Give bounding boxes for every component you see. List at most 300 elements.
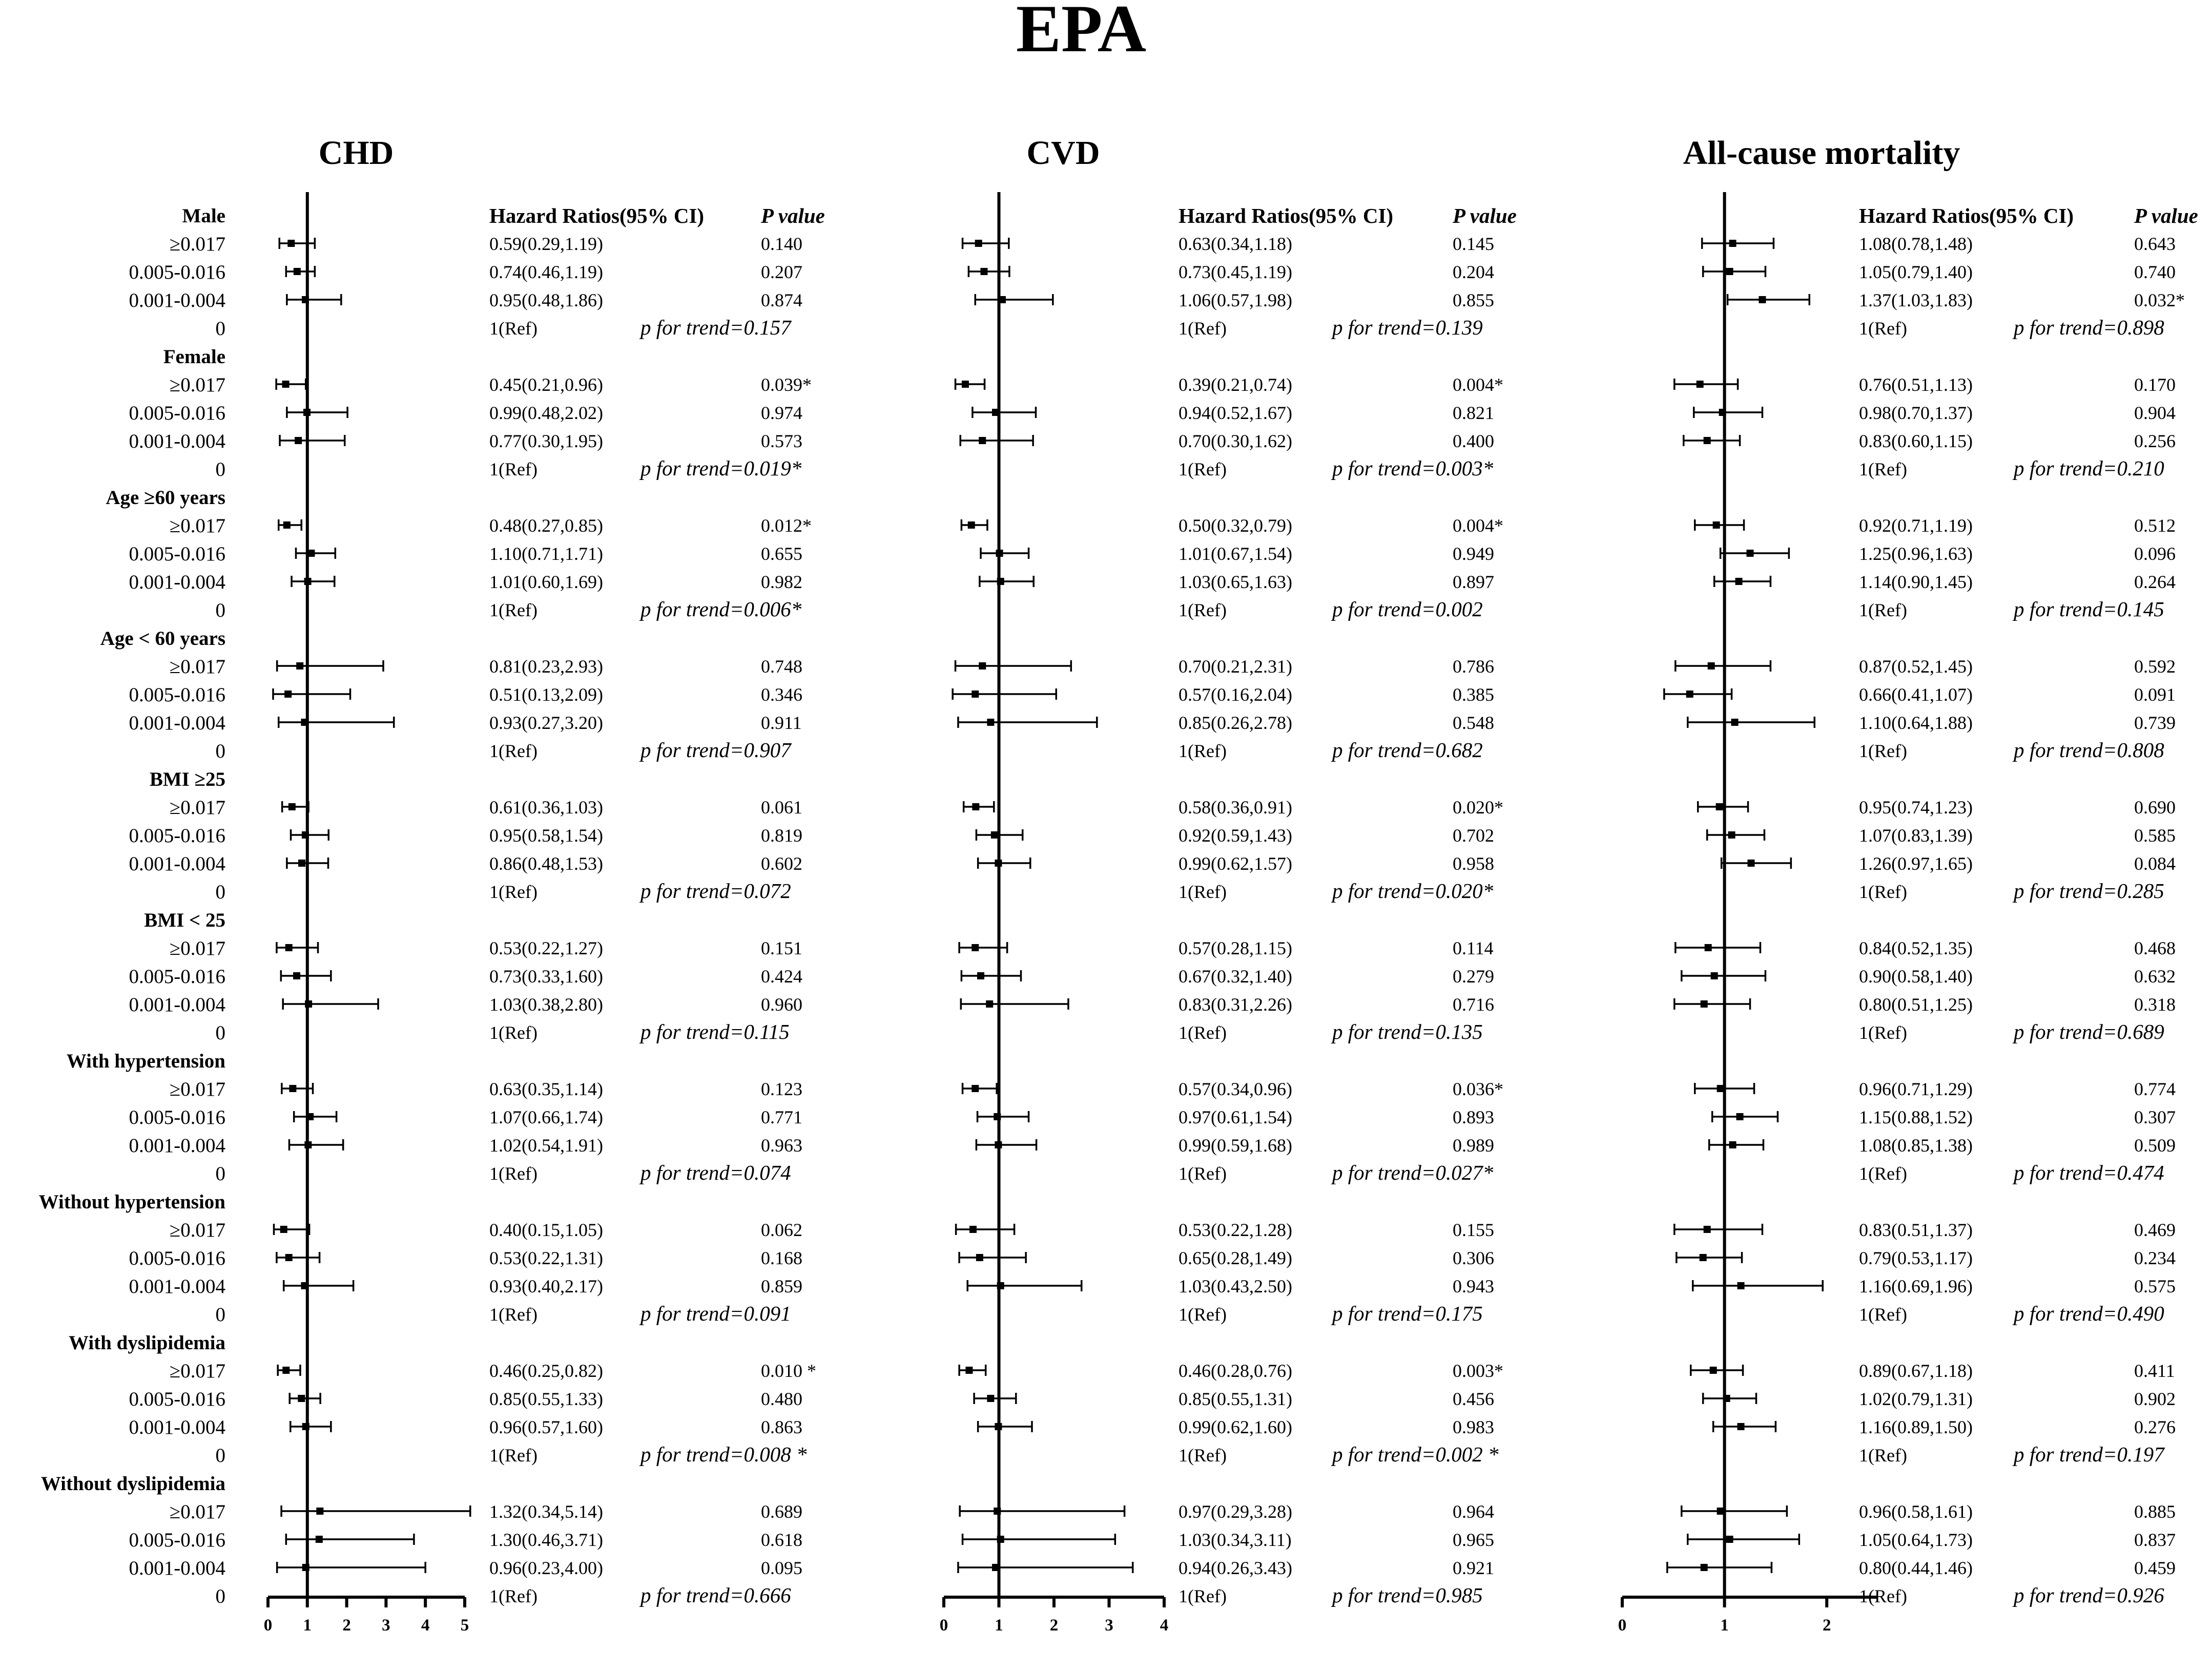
p-value-text: 0.837 bbox=[2134, 1530, 2176, 1550]
p-value-text: 0.575 bbox=[2134, 1276, 2176, 1296]
p-value-text: 0.904 bbox=[2134, 403, 2176, 423]
hr-point bbox=[296, 662, 303, 669]
row-label: 0 bbox=[215, 1445, 225, 1467]
x-tick-label: 0 bbox=[1618, 1616, 1627, 1635]
p-value-text: 0.885 bbox=[2134, 1501, 2176, 1522]
group-label: Without dyslipidemia bbox=[40, 1473, 225, 1495]
hr-point bbox=[316, 1536, 323, 1543]
hr-ci-text: 0.40(0.15,1.05) bbox=[489, 1220, 603, 1240]
row-label: 0.005-0.016 bbox=[129, 261, 225, 283]
x-tick-label: 2 bbox=[1822, 1616, 1831, 1635]
hr-point bbox=[1726, 268, 1733, 275]
p-value-text: 0.958 bbox=[1453, 853, 1494, 874]
hr-ci-text: 0.63(0.35,1.14) bbox=[489, 1079, 603, 1099]
row-label: 0 bbox=[215, 1022, 225, 1044]
hr-point bbox=[987, 719, 994, 726]
hr-point bbox=[968, 521, 975, 529]
p-value-text: 0.168 bbox=[761, 1248, 802, 1268]
p-trend-text: p for trend=0.682 bbox=[1332, 738, 1483, 762]
p-value-text: 0.859 bbox=[761, 1276, 802, 1296]
hr-point bbox=[971, 691, 979, 698]
hr-point bbox=[301, 719, 308, 726]
hr-ci-text: 1(Ref) bbox=[1859, 1304, 1907, 1325]
p-value-text: 0.585 bbox=[2134, 825, 2176, 846]
hr-point bbox=[280, 1226, 287, 1233]
row-label: 0 bbox=[215, 1585, 225, 1607]
hr-point bbox=[301, 1282, 308, 1289]
group-label: Male bbox=[182, 205, 225, 227]
hr-ci-text: 0.61(0.36,1.03) bbox=[489, 797, 603, 818]
hr-ci-text: 1(Ref) bbox=[1859, 318, 1907, 339]
p-value-text: 0.318 bbox=[2134, 994, 2176, 1015]
hr-ci-text: 1(Ref) bbox=[489, 1022, 538, 1043]
hr-point bbox=[302, 1423, 309, 1430]
hr-ci-text: 0.83(0.31,2.26) bbox=[1179, 994, 1292, 1015]
hr-ci-text: 0.53(0.22,1.27) bbox=[489, 938, 603, 958]
p-trend-text: p for trend=0.020* bbox=[1332, 879, 1494, 903]
x-tick-label: 4 bbox=[1160, 1616, 1169, 1635]
hr-ci-text: 1(Ref) bbox=[1859, 459, 1907, 479]
hr-ci-text: 0.59(0.29,1.19) bbox=[489, 234, 603, 254]
hr-ci-text: 1(Ref) bbox=[489, 1163, 538, 1184]
hr-point bbox=[1735, 578, 1743, 585]
hr-point bbox=[995, 1141, 1002, 1148]
group-label: BMI ≥25 bbox=[149, 768, 225, 790]
p-value-text: 0.602 bbox=[761, 853, 802, 874]
hr-point bbox=[1723, 1395, 1730, 1402]
p-value-text: 0.155 bbox=[1453, 1220, 1494, 1240]
p-value-text: 0.855 bbox=[1453, 290, 1494, 310]
hr-point bbox=[304, 578, 312, 585]
hr-ci-text: 0.53(0.22,1.31) bbox=[489, 1248, 603, 1268]
p-value-text: 0.456 bbox=[1453, 1389, 1494, 1409]
p-value-text: 0.643 bbox=[2134, 234, 2176, 254]
hr-point bbox=[289, 1085, 296, 1092]
hr-ci-text: 0.96(0.58,1.61) bbox=[1859, 1501, 1973, 1522]
p-value-text: 0.020* bbox=[1453, 797, 1503, 818]
hr-point bbox=[282, 1367, 290, 1374]
p-value-text: 0.385 bbox=[1453, 684, 1494, 705]
hr-point bbox=[995, 860, 1002, 867]
p-value-text: 0.921 bbox=[1453, 1558, 1494, 1578]
p-trend-text: p for trend=0.175 bbox=[1332, 1302, 1483, 1325]
p-trend-text: p for trend=0.091 bbox=[640, 1302, 791, 1325]
hr-ci-text: 0.93(0.27,3.20) bbox=[489, 713, 603, 733]
p-value-text: 0.548 bbox=[1453, 713, 1494, 733]
p-value-text: 0.863 bbox=[761, 1417, 802, 1437]
p-value-text: 0.424 bbox=[761, 966, 802, 987]
p-value-text: 0.983 bbox=[1453, 1417, 1494, 1437]
group-label: BMI < 25 bbox=[144, 909, 225, 931]
p-value-text: 0.061 bbox=[761, 797, 802, 818]
hr-point bbox=[971, 944, 979, 951]
x-tick-label: 3 bbox=[1105, 1616, 1113, 1635]
group-label: With hypertension bbox=[66, 1050, 225, 1072]
hr-ci-text: 0.97(0.61,1.54) bbox=[1179, 1107, 1292, 1127]
p-trend-text: p for trend=0.490 bbox=[2014, 1302, 2164, 1325]
hr-ci-text: 0.95(0.74,1.23) bbox=[1859, 797, 1973, 818]
p-value-text: 0.256 bbox=[2134, 431, 2176, 451]
p-trend-text: p for trend=0.135 bbox=[1332, 1020, 1483, 1043]
p-value-text: 0.036* bbox=[1453, 1079, 1503, 1099]
hr-point bbox=[295, 437, 302, 444]
row-label: 0.005-0.016 bbox=[129, 1106, 225, 1128]
row-label: 0.001-0.004 bbox=[129, 430, 225, 452]
p-value-text: 0.512 bbox=[2134, 515, 2176, 536]
row-label: 0.001-0.004 bbox=[129, 853, 225, 875]
row-label: 0.001-0.004 bbox=[129, 289, 225, 311]
p-value-text: 0.012* bbox=[761, 515, 812, 536]
hr-ci-text: 1(Ref) bbox=[489, 741, 538, 761]
hr-ci-text: 1.02(0.54,1.91) bbox=[489, 1135, 603, 1156]
p-trend-text: p for trend=0.006* bbox=[640, 597, 802, 621]
hr-ci-text: 1.01(0.67,1.54) bbox=[1179, 543, 1292, 564]
hr-point bbox=[305, 1000, 312, 1008]
p-value-text: 0.039* bbox=[761, 374, 812, 395]
hr-ci-text: 1(Ref) bbox=[1179, 318, 1227, 339]
hr-ci-text: 0.73(0.45,1.19) bbox=[1179, 262, 1292, 282]
hr-ci-text: 1(Ref) bbox=[489, 318, 538, 339]
hr-ci-text: 1(Ref) bbox=[1179, 459, 1227, 479]
hr-ci-text: 0.94(0.52,1.67) bbox=[1179, 403, 1292, 423]
row-label: ≥0.017 bbox=[169, 1360, 225, 1382]
group-label: With dyslipidemia bbox=[69, 1332, 225, 1354]
hr-ci-text: 1.03(0.65,1.63) bbox=[1179, 572, 1292, 592]
hr-point bbox=[999, 296, 1006, 303]
hr-point bbox=[1701, 1000, 1708, 1008]
hr-point bbox=[979, 662, 986, 669]
hr-ci-text: 0.84(0.52,1.35) bbox=[1859, 938, 1973, 958]
x-tick-label: 1 bbox=[1720, 1616, 1729, 1635]
figure-title: EPA bbox=[1016, 0, 1147, 66]
x-tick-label: 3 bbox=[382, 1616, 390, 1635]
p-value-text: 0.943 bbox=[1453, 1276, 1494, 1296]
hr-point bbox=[994, 1508, 1001, 1515]
x-tick-label: 4 bbox=[421, 1616, 430, 1635]
hr-point bbox=[1708, 662, 1715, 669]
p-value-text: 0.151 bbox=[761, 938, 802, 958]
hr-point bbox=[1719, 409, 1726, 416]
hr-ci-text: 1(Ref) bbox=[1859, 1022, 1907, 1043]
hr-point bbox=[1704, 1226, 1711, 1233]
hr-point bbox=[302, 1564, 309, 1571]
p-trend-text: p for trend=0.027* bbox=[1332, 1161, 1494, 1184]
group-label: Age ≥60 years bbox=[106, 487, 225, 509]
hr-ci-text: 0.97(0.29,3.28) bbox=[1179, 1501, 1292, 1522]
p-trend-text: p for trend=0.285 bbox=[2014, 879, 2164, 903]
hr-point bbox=[1759, 296, 1766, 303]
p-value-text: 0.819 bbox=[761, 825, 802, 846]
hr-ci-text: 1(Ref) bbox=[1179, 882, 1227, 902]
hr-ci-text: 1.07(0.66,1.74) bbox=[489, 1107, 603, 1127]
hr-point bbox=[991, 831, 998, 839]
hr-ci-text: 0.74(0.46,1.19) bbox=[489, 262, 603, 282]
hr-point bbox=[304, 1141, 312, 1148]
p-value-text: 0.949 bbox=[1453, 543, 1494, 564]
p-trend-text: p for trend=0.808 bbox=[2014, 738, 2164, 762]
p-value-text: 0.204 bbox=[1453, 262, 1494, 282]
hr-ci-text: 0.51(0.13,2.09) bbox=[489, 684, 603, 705]
hr-point bbox=[285, 944, 293, 951]
hr-ci-text: 0.83(0.60,1.15) bbox=[1859, 431, 1973, 451]
hr-point bbox=[306, 1113, 314, 1120]
panel-title: All-cause mortality bbox=[1683, 134, 1960, 172]
hr-ci-text: 1(Ref) bbox=[1179, 1445, 1227, 1466]
p-value-text: 0.096 bbox=[2134, 543, 2176, 564]
p-value-text: 0.748 bbox=[761, 656, 802, 677]
p-value-text: 0.632 bbox=[2134, 966, 2176, 987]
hr-ci-text: 1.10(0.71,1.71) bbox=[489, 543, 603, 564]
hr-ci-text: 0.81(0.23,2.93) bbox=[489, 656, 603, 677]
p-value-text: 0.307 bbox=[2134, 1107, 2176, 1127]
hr-point bbox=[1717, 1508, 1724, 1515]
row-label: 0.001-0.004 bbox=[129, 1416, 225, 1438]
hr-point bbox=[302, 831, 309, 839]
p-trend-text: p for trend=0.002 bbox=[1332, 597, 1483, 621]
p-trend-text: p for trend=0.666 bbox=[640, 1583, 791, 1607]
p-trend-text: p for trend=0.907 bbox=[640, 738, 791, 762]
row-label: 0.005-0.016 bbox=[129, 966, 225, 988]
panel-title: CVD bbox=[1026, 134, 1100, 172]
hr-column-header: Hazard Ratios(95% CI) bbox=[1859, 204, 2074, 227]
hr-ci-text: 0.98(0.70,1.37) bbox=[1859, 403, 1973, 423]
p-trend-text: p for trend=0.985 bbox=[1332, 1583, 1483, 1607]
p-value-text: 0.897 bbox=[1453, 572, 1494, 592]
hr-point bbox=[1729, 1141, 1736, 1148]
p-value-text: 0.114 bbox=[1453, 938, 1494, 958]
p-value-text: 0.902 bbox=[2134, 1389, 2176, 1409]
hr-ci-text: 0.63(0.34,1.18) bbox=[1179, 234, 1292, 254]
hr-ci-text: 0.50(0.32,0.79) bbox=[1179, 515, 1292, 536]
hr-ci-text: 0.80(0.44,1.46) bbox=[1859, 1558, 1973, 1578]
hr-point bbox=[1713, 521, 1720, 529]
p-value-text: 0.771 bbox=[761, 1107, 802, 1127]
hr-point bbox=[1738, 1282, 1745, 1289]
hr-point bbox=[986, 1000, 993, 1008]
p-value-text: 0.786 bbox=[1453, 656, 1494, 677]
p-trend-text: p for trend=0.197 bbox=[2014, 1442, 2164, 1466]
hr-point bbox=[285, 1254, 293, 1261]
hr-point bbox=[1711, 972, 1718, 979]
p-value-text: 0.702 bbox=[1453, 825, 1494, 846]
row-label: 0.005-0.016 bbox=[129, 402, 225, 424]
hr-ci-text: 0.65(0.28,1.49) bbox=[1179, 1248, 1292, 1268]
hr-point bbox=[994, 1113, 1001, 1120]
hr-ci-text: 0.73(0.33,1.60) bbox=[489, 966, 603, 987]
hr-ci-text: 1(Ref) bbox=[1179, 1304, 1227, 1325]
x-tick-label: 1 bbox=[303, 1616, 312, 1635]
hr-ci-text: 0.66(0.41,1.07) bbox=[1859, 684, 1973, 705]
p-trend-text: p for trend=0.139 bbox=[1332, 316, 1483, 339]
group-label: Female bbox=[163, 346, 225, 368]
p-trend-text: p for trend=0.474 bbox=[2014, 1161, 2164, 1184]
p-trend-text: p for trend=0.074 bbox=[640, 1161, 791, 1184]
hr-point bbox=[980, 268, 987, 275]
p-value-text: 0.145 bbox=[1453, 234, 1494, 254]
row-label: 0 bbox=[215, 1304, 225, 1326]
p-value-text: 0.573 bbox=[761, 431, 802, 451]
hr-ci-text: 0.58(0.36,0.91) bbox=[1179, 797, 1292, 818]
p-value-text: 0.091 bbox=[2134, 684, 2176, 705]
hr-ci-text: 0.70(0.21,2.31) bbox=[1179, 656, 1292, 677]
p-value-text: 0.739 bbox=[2134, 713, 2176, 733]
hr-ci-text: 0.76(0.51,1.13) bbox=[1859, 374, 1973, 395]
hr-point bbox=[1738, 1423, 1745, 1430]
hr-ci-text: 1.06(0.57,1.98) bbox=[1179, 290, 1292, 310]
hr-ci-text: 1(Ref) bbox=[1179, 1022, 1227, 1043]
p-value-text: 0.459 bbox=[2134, 1558, 2176, 1578]
hr-ci-text: 1.30(0.46,3.71) bbox=[489, 1530, 603, 1550]
p-value-text: 0.716 bbox=[1453, 994, 1494, 1015]
hr-point bbox=[307, 550, 315, 557]
hr-point bbox=[975, 240, 982, 247]
hr-ci-text: 0.57(0.16,2.04) bbox=[1179, 684, 1292, 705]
hr-ci-text: 1(Ref) bbox=[1859, 1445, 1907, 1466]
p-value-text: 0.032* bbox=[2134, 290, 2185, 310]
hr-point bbox=[1747, 860, 1754, 867]
hr-ci-text: 1.03(0.43,2.50) bbox=[1179, 1276, 1292, 1296]
hr-ci-text: 0.90(0.58,1.40) bbox=[1859, 966, 1973, 987]
hr-ci-text: 0.96(0.57,1.60) bbox=[489, 1417, 603, 1437]
row-label: 0.005-0.016 bbox=[129, 1529, 225, 1551]
row-label: 0.001-0.004 bbox=[129, 1275, 225, 1298]
hr-ci-text: 1.16(0.89,1.50) bbox=[1859, 1417, 1973, 1437]
p-value-text: 0.346 bbox=[761, 684, 802, 705]
p-trend-text: p for trend=0.019* bbox=[640, 456, 802, 480]
hr-ci-text: 0.92(0.71,1.19) bbox=[1859, 515, 1973, 536]
hr-ci-text: 0.94(0.26,3.43) bbox=[1179, 1558, 1292, 1578]
p-value-text: 0.004* bbox=[1453, 515, 1503, 536]
x-tick-label: 1 bbox=[995, 1616, 1003, 1635]
p-value-text: 0.123 bbox=[761, 1079, 802, 1099]
hr-point bbox=[997, 578, 1004, 585]
hr-ci-text: 0.92(0.59,1.43) bbox=[1179, 825, 1292, 846]
hr-point bbox=[969, 1226, 977, 1233]
hr-ci-text: 0.45(0.21,0.96) bbox=[489, 374, 603, 395]
hr-point bbox=[977, 972, 984, 979]
p-value-text: 0.690 bbox=[2134, 797, 2176, 818]
hr-ci-text: 0.57(0.28,1.15) bbox=[1179, 938, 1292, 958]
hr-ci-text: 1(Ref) bbox=[1179, 741, 1227, 761]
p-trend-text: p for trend=0.008 * bbox=[640, 1442, 807, 1466]
hr-point bbox=[1700, 1254, 1707, 1261]
p-value-text: 0.740 bbox=[2134, 262, 2176, 282]
p-value-text: 0.874 bbox=[761, 290, 802, 310]
p-value-text: 0.264 bbox=[2134, 572, 2176, 592]
hr-point bbox=[997, 1282, 1004, 1289]
hr-point bbox=[962, 381, 969, 388]
p-value-text: 0.279 bbox=[1453, 966, 1494, 987]
hr-ci-text: 0.53(0.22,1.28) bbox=[1179, 1220, 1292, 1240]
hr-ci-text: 1.05(0.64,1.73) bbox=[1859, 1530, 1973, 1550]
hr-ci-text: 0.89(0.67,1.18) bbox=[1859, 1361, 1973, 1381]
hr-point bbox=[987, 1395, 994, 1402]
hr-point bbox=[298, 1395, 305, 1402]
p-value-text: 0.893 bbox=[1453, 1107, 1494, 1127]
hr-point bbox=[976, 1254, 983, 1261]
hr-point bbox=[965, 1367, 973, 1374]
hr-point bbox=[288, 803, 296, 810]
forest-plot-root bbox=[39, 134, 2198, 1635]
hr-ci-text: 0.85(0.55,1.33) bbox=[489, 1389, 603, 1409]
p-value-text: 0.411 bbox=[2134, 1361, 2175, 1381]
hr-point bbox=[979, 437, 986, 444]
hr-point bbox=[972, 803, 979, 810]
hr-point bbox=[293, 972, 300, 979]
p-value-text: 0.170 bbox=[2134, 374, 2176, 395]
p-value-text: 0.062 bbox=[761, 1220, 802, 1240]
hr-point bbox=[283, 521, 291, 529]
hr-ci-text: 1.05(0.79,1.40) bbox=[1859, 262, 1973, 282]
p-trend-text: p for trend=0.072 bbox=[640, 879, 791, 903]
p-value-text: 0.276 bbox=[2134, 1417, 2176, 1437]
hr-ci-text: 0.87(0.52,1.45) bbox=[1859, 656, 1973, 677]
row-label: 0 bbox=[215, 1163, 225, 1185]
hr-ci-text: 1.02(0.79,1.31) bbox=[1859, 1389, 1973, 1409]
hr-ci-text: 1(Ref) bbox=[1179, 1586, 1227, 1606]
p-value-text: 0.964 bbox=[1453, 1501, 1494, 1522]
hr-column-header: Hazard Ratios(95% CI) bbox=[489, 204, 705, 227]
hr-ci-text: 1(Ref) bbox=[489, 459, 538, 479]
row-label: ≥0.017 bbox=[169, 937, 225, 959]
p-value-text: 0.911 bbox=[761, 713, 802, 733]
hr-point bbox=[1729, 240, 1736, 247]
p-value-text: 0.982 bbox=[761, 572, 802, 592]
p-value-text: 0.084 bbox=[2134, 853, 2176, 874]
hr-ci-text: 1.25(0.96,1.63) bbox=[1859, 543, 1973, 564]
hr-ci-text: 0.85(0.26,2.78) bbox=[1179, 713, 1292, 733]
hr-ci-text: 1(Ref) bbox=[489, 882, 538, 902]
hr-ci-text: 1(Ref) bbox=[489, 600, 538, 620]
row-label: 0.005-0.016 bbox=[129, 684, 225, 706]
hr-ci-text: 1.32(0.34,5.14) bbox=[489, 1501, 603, 1522]
x-tick-label: 5 bbox=[460, 1616, 469, 1635]
row-label: ≥0.017 bbox=[169, 233, 225, 255]
hr-point bbox=[1726, 1536, 1733, 1543]
hr-point bbox=[1697, 381, 1704, 388]
p-trend-text: p for trend=0.898 bbox=[2014, 316, 2164, 339]
hr-ci-text: 1.01(0.60,1.69) bbox=[489, 572, 603, 592]
hr-ci-text: 1.03(0.38,2.80) bbox=[489, 994, 603, 1015]
p-value-text: 0.468 bbox=[2134, 938, 2176, 958]
hr-ci-text: 0.95(0.58,1.54) bbox=[489, 825, 603, 846]
p-trend-text: p for trend=0.145 bbox=[2014, 597, 2164, 621]
row-label: ≥0.017 bbox=[169, 1501, 225, 1523]
hr-point bbox=[1704, 437, 1711, 444]
hr-point bbox=[287, 240, 295, 247]
hr-ci-text: 1(Ref) bbox=[489, 1586, 538, 1606]
group-label: Without hypertension bbox=[38, 1191, 225, 1213]
p-value-text: 0.010 * bbox=[761, 1361, 816, 1381]
row-label: 0.005-0.016 bbox=[129, 543, 225, 565]
hr-point bbox=[1710, 1367, 1717, 1374]
hr-ci-text: 0.67(0.32,1.40) bbox=[1179, 966, 1292, 987]
p-value-text: 0.774 bbox=[2134, 1079, 2176, 1099]
p-column-header: P value bbox=[2134, 204, 2198, 227]
p-value-text: 0.469 bbox=[2134, 1220, 2176, 1240]
row-label: ≥0.017 bbox=[169, 374, 225, 396]
hr-point bbox=[316, 1508, 323, 1515]
p-trend-text: p for trend=0.157 bbox=[640, 316, 791, 339]
hr-ci-text: 0.85(0.55,1.31) bbox=[1179, 1389, 1292, 1409]
x-tick-label: 2 bbox=[1049, 1616, 1059, 1635]
row-label: 0 bbox=[215, 318, 225, 340]
hr-ci-text: 1(Ref) bbox=[1859, 600, 1907, 620]
hr-point bbox=[302, 296, 309, 303]
p-trend-text: p for trend=0.689 bbox=[2014, 1020, 2164, 1043]
x-tick-label: 2 bbox=[342, 1616, 351, 1635]
hr-point bbox=[303, 409, 311, 416]
